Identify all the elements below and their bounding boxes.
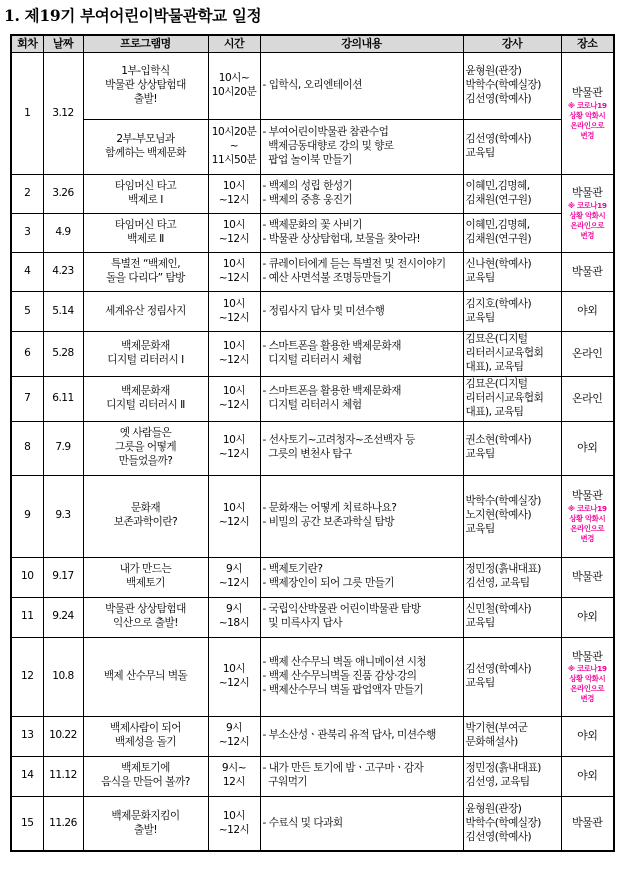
content-line: - 백제장인이 되어 그릇 만들기: [262, 577, 395, 590]
session-date: 6.11: [43, 376, 83, 421]
cell-line: 신나현(학예사): [465, 258, 532, 271]
session-time: [208, 214, 260, 253]
cell-line: 박기현(부여군: [465, 722, 528, 735]
session-number: 6: [11, 332, 43, 377]
session-number: 3: [11, 214, 43, 253]
table-row: [11, 253, 614, 292]
cell-line: 박학수(학예실장): [465, 495, 541, 508]
cell-line: ~12시: [218, 676, 250, 689]
venue: [561, 597, 614, 637]
session-date: 7.9: [43, 421, 83, 475]
session-time: [208, 175, 260, 214]
cell-line: 11시50분: [211, 153, 257, 166]
venue: [561, 421, 614, 475]
cell-line: 백제문화재: [121, 384, 170, 397]
cell-line: 백제 산수무늬 벽돌: [103, 669, 188, 682]
content-line: - 수료식 및 다과회: [262, 816, 343, 829]
session-date: 10.8: [43, 637, 83, 716]
cell-line: 10시: [222, 297, 246, 310]
table-row: [11, 53, 614, 120]
session-number: 7: [11, 376, 43, 421]
table-row: [11, 756, 614, 796]
cell-line: 돌을 다리다” 탐방: [106, 272, 185, 284]
content-line: - 백제토기란?: [262, 563, 323, 576]
content-line: 팝업 놀이북 만들기: [262, 153, 352, 166]
lecture-content: [260, 214, 463, 253]
session-date: 3.26: [43, 175, 83, 214]
session-date: 9.3: [43, 475, 83, 557]
cell-line: 보존과학이란?: [113, 516, 178, 529]
cell-line: 야외: [577, 729, 598, 743]
cell-line: 10시: [222, 339, 246, 352]
cell-line: 김선영(학예사): [465, 830, 532, 843]
content-line: - 부소산성ㆍ관북리 유적 답사, 미션수행: [262, 729, 436, 742]
session-number: 12: [11, 637, 43, 716]
cell-line: 김선영(학예사): [465, 133, 532, 146]
covid-notice: 상황 악화시: [569, 110, 606, 120]
cell-line: 정민정(흙내대표): [465, 563, 541, 576]
lecture-content: [260, 120, 463, 175]
covid-notice: ※ 코로나19: [567, 200, 607, 210]
instructor: [463, 796, 561, 851]
cell-line: ~12시: [218, 353, 250, 366]
schedule-table: [10, 34, 615, 852]
content-line: - 비밀의 공간 보존과학실 탐방: [262, 516, 395, 529]
instructor: [463, 332, 561, 377]
cell-line: 윤형원(관장): [465, 802, 522, 815]
cell-line: 김선영(학예사): [465, 662, 532, 675]
session-date: 11.26: [43, 796, 83, 851]
cell-line: 권소현(학예사): [465, 434, 532, 447]
cell-line: 10시20분: [211, 86, 257, 98]
cell-line: 박물관: [572, 86, 603, 100]
covid-notice: ※ 코로나19: [567, 100, 607, 110]
program-name: [83, 557, 208, 597]
content-line: 디지털 리터러시 체험: [262, 398, 362, 411]
cell-line: 10시20분: [211, 126, 257, 139]
cell-line: 출발!: [133, 823, 158, 836]
covid-notice: 상황 악화시: [569, 513, 606, 523]
program-name: [83, 332, 208, 377]
cell-line: ~: [229, 140, 239, 153]
cell-line: 박물관: [572, 570, 603, 584]
cell-line: 신민철(학예사): [465, 603, 532, 616]
cell-line: 김채원(연구원): [465, 233, 532, 245]
cell-line: ~12시: [218, 577, 250, 590]
venue: [561, 637, 614, 716]
cell-line: ~12시: [218, 194, 250, 206]
lecture-content: [260, 475, 463, 557]
session-time: [208, 557, 260, 597]
venue: [561, 716, 614, 756]
covid-notice: 변경: [580, 533, 594, 543]
table-row: [11, 120, 614, 175]
program-name: [83, 253, 208, 292]
cell-line: 10시: [222, 662, 246, 675]
cell-line: 이혜민,김명혜,: [465, 180, 530, 193]
covid-notice: 온라인으로: [570, 523, 605, 533]
cell-line: 내가 만드는: [119, 563, 172, 576]
cell-line: 박물관: [572, 264, 603, 278]
covid-notice: ※ 코로나19: [567, 503, 607, 513]
covid-notice: 변경: [580, 230, 594, 240]
cell-line: ~12시: [218, 311, 250, 324]
lecture-content: [260, 53, 463, 120]
program-name: [83, 796, 208, 851]
session-time: [208, 421, 260, 475]
cell-line: 백제로 Ⅰ: [128, 194, 163, 206]
session-number: 15: [11, 796, 43, 851]
content-line: - 내가 만든 토기에 밤ㆍ고구마ㆍ감자: [262, 762, 424, 775]
content-line: - 선사토기~고려청자~조선백자 등: [262, 434, 415, 447]
table-row: [11, 475, 614, 557]
content-line: 그릇의 변천사 탐구: [262, 448, 352, 461]
cell-line: 익산으로 출발!: [112, 617, 178, 630]
session-date: 9.24: [43, 597, 83, 637]
content-line: 디지털 리터러시 체험: [262, 353, 362, 366]
session-time: [208, 292, 260, 332]
venue: [561, 376, 614, 421]
cell-line: 백제문화지킴이: [111, 809, 180, 822]
session-number: 5: [11, 292, 43, 332]
table-row: [11, 292, 614, 332]
content-line: - 백제 산수무늬벽돌 진품 감상·강의: [262, 669, 417, 682]
content-line: - 예산 사면석불 조명등만들기: [262, 272, 392, 284]
program-name: [83, 716, 208, 756]
session-number: 4: [11, 253, 43, 292]
table-row: [11, 421, 614, 475]
cell-line: 박물관: [572, 186, 603, 200]
session-date: 10.22: [43, 716, 83, 756]
session-time: [208, 597, 260, 637]
session-time: [208, 376, 260, 421]
cell-line: 대표), 교육팀: [465, 360, 524, 373]
table-row: [11, 376, 614, 421]
cell-line: 백제토기: [126, 577, 165, 590]
cell-line: 9시~: [221, 762, 247, 775]
program-name: [83, 475, 208, 557]
table-row: [11, 557, 614, 597]
venue: [561, 53, 614, 175]
cell-line: 리터러시교육협회: [465, 346, 544, 359]
session-time: [208, 796, 260, 851]
venue: [561, 332, 614, 377]
program-name: [83, 421, 208, 475]
lecture-content: [260, 421, 463, 475]
content-line: - 국립익산박물관 어린이박물관 탐방: [262, 603, 421, 616]
session-number: 11: [11, 597, 43, 637]
covid-notice: 상황 악화시: [569, 674, 606, 684]
covid-notice: ※ 코로나19: [567, 664, 607, 674]
cell-line: 김지호(학예사): [465, 297, 532, 310]
content-line: - 입학식, 오리엔테이션: [262, 79, 363, 92]
cell-line: 박학수(학예실장): [465, 816, 541, 829]
content-line: - 백제의 중흥 웅진기: [262, 194, 353, 206]
cell-line: 대표), 교육팀: [465, 405, 524, 418]
session-number: 2: [11, 175, 43, 214]
cell-line: 10시: [222, 180, 246, 193]
cell-line: 10시: [222, 502, 246, 515]
header-no: 회차: [11, 35, 43, 53]
venue: [561, 175, 614, 253]
cell-line: 타임머신 타고: [114, 219, 177, 232]
program-name: [83, 214, 208, 253]
cell-line: 교육팀: [465, 448, 495, 461]
instructor: [463, 214, 561, 253]
cell-line: 김선영, 교육팀: [465, 577, 530, 590]
venue: [561, 756, 614, 796]
covid-notice: 온라인으로: [570, 220, 605, 230]
cell-line: 야외: [577, 769, 598, 783]
content-line: 백제금동대향로 강의 및 향로: [262, 140, 394, 153]
cell-line: 10시: [222, 434, 246, 447]
cell-line: 교육팀: [465, 311, 495, 324]
cell-line: ~12시: [218, 823, 250, 836]
instructor: [463, 475, 561, 557]
cell-line: 온라인: [572, 391, 603, 405]
instructor: [463, 421, 561, 475]
cell-line: 정민정(흙내대표): [465, 762, 541, 775]
content-line: - 백제산수무늬 벽돌 팝업액자 만들기: [262, 683, 424, 696]
program-name: [83, 53, 208, 120]
instructor: [463, 53, 561, 120]
cell-line: 야외: [577, 610, 598, 624]
header-place: 장소: [561, 35, 614, 53]
cell-line: 세계유산 정림사지: [105, 304, 186, 317]
covid-notice: 변경: [580, 130, 594, 140]
venue: [561, 475, 614, 557]
cell-line: 김묘은(디지털: [465, 333, 528, 345]
cell-line: 10시~: [218, 72, 250, 85]
program-name: [83, 376, 208, 421]
covid-notice: 변경: [580, 694, 594, 704]
cell-line: 문화재: [130, 502, 161, 515]
cell-line: 교육팀: [465, 272, 495, 284]
content-line: - 스마트폰을 활용한 백제문화재: [262, 339, 401, 352]
cell-line: 2부-부모님과: [116, 133, 175, 146]
content-line: - 문화재는 어떻게 치료하나요?: [262, 502, 397, 515]
header-row: [11, 35, 614, 53]
session-time: [208, 475, 260, 557]
cell-line: ~12시: [218, 398, 250, 411]
lecture-content: [260, 175, 463, 214]
cell-line: 음식을 만들어 볼까?: [101, 776, 190, 789]
session-number: 9: [11, 475, 43, 557]
lecture-content: [260, 716, 463, 756]
lecture-content: [260, 597, 463, 637]
content-line: - 스마트폰을 활용한 백제문화재: [262, 384, 401, 397]
cell-line: 함께하는 백제문화: [105, 147, 186, 159]
cell-line: 김선영(학예사): [465, 92, 532, 105]
cell-line: 야외: [577, 441, 598, 455]
cell-line: 백제성을 돌기: [114, 736, 177, 749]
table-row: [11, 597, 614, 637]
session-time: [208, 253, 260, 292]
content-line: - 부여어린이박물관 참관수업: [262, 126, 389, 139]
session-number: 10: [11, 557, 43, 597]
venue: [561, 557, 614, 597]
cell-line: 디지털 리터러시 Ⅰ: [107, 353, 184, 366]
session-date: 5.14: [43, 292, 83, 332]
instructor: [463, 756, 561, 796]
cell-line: 9시: [226, 603, 242, 616]
content-line: - 박물관 상상탐험대, 보물을 찾아라!: [262, 233, 421, 245]
instructor: [463, 716, 561, 756]
program-name: [83, 120, 208, 175]
lecture-content: [260, 796, 463, 851]
session-time: [208, 756, 260, 796]
session-date: 9.17: [43, 557, 83, 597]
content-line: 및 미륵사지 답사: [262, 617, 343, 630]
cell-line: 박물관: [572, 816, 603, 830]
cell-line: 박물관: [572, 649, 603, 663]
content-line: - 백제 산수무늬 벽돌 애니메이션 시청: [262, 655, 427, 668]
content-line: - 큐레이터에게 듣는 특별전 및 전시이야기: [262, 258, 446, 271]
content-line: - 백제문화의 꽃 사비기: [262, 219, 363, 232]
instructor: [463, 292, 561, 332]
program-name: [83, 637, 208, 716]
cell-line: ~12시: [218, 448, 250, 461]
cell-line: 백제사람이 되어: [109, 722, 181, 735]
cell-line: 출발!: [133, 92, 158, 105]
content-line: - 정림사지 답사 및 미션수행: [262, 304, 385, 317]
cell-line: 이혜민,김명혜,: [465, 219, 530, 232]
covid-notice: 상황 악화시: [569, 210, 606, 220]
cell-line: ~12시: [218, 516, 250, 529]
lecture-content: [260, 756, 463, 796]
lecture-content: [260, 637, 463, 716]
cell-line: 타임머신 타고: [114, 180, 177, 193]
instructor: [463, 175, 561, 214]
cell-line: 김묘은(디지털: [465, 377, 528, 390]
header-content: 강의내용: [260, 35, 463, 53]
venue: [561, 253, 614, 292]
instructor: [463, 557, 561, 597]
header-time: 시간: [208, 35, 260, 53]
lecture-content: [260, 332, 463, 377]
program-name: [83, 756, 208, 796]
table-row: [11, 637, 614, 716]
session-date: 5.28: [43, 332, 83, 377]
lecture-content: [260, 292, 463, 332]
cell-line: 10시: [222, 809, 246, 822]
cell-line: 리터러시교육협회: [465, 391, 544, 404]
program-name: [83, 597, 208, 637]
session-number: 1: [11, 53, 43, 175]
header-program: 프로그램명: [83, 35, 208, 53]
table-row: [11, 214, 614, 253]
cell-line: 노지현(학예사): [465, 509, 532, 522]
session-number: 14: [11, 756, 43, 796]
session-time: [208, 637, 260, 716]
program-name: [83, 175, 208, 214]
cell-line: 교육팀: [465, 523, 495, 536]
cell-line: 박물관 상상탐험대: [105, 603, 186, 616]
session-time: [208, 332, 260, 377]
session-time: [208, 120, 260, 175]
cell-line: ~12시: [218, 736, 250, 749]
program-name: [83, 292, 208, 332]
lecture-content: [260, 253, 463, 292]
instructor: [463, 253, 561, 292]
lecture-content: [260, 376, 463, 421]
header-date: 날짜: [43, 35, 83, 53]
instructor: [463, 120, 561, 175]
cell-line: 10시: [222, 258, 246, 271]
session-time: [208, 716, 260, 756]
cell-line: 12시: [222, 776, 246, 789]
session-date: 4.9: [43, 214, 83, 253]
cell-line: ~18시: [218, 617, 250, 630]
table-row: [11, 716, 614, 756]
venue: [561, 796, 614, 851]
session-date: 3.12: [43, 53, 83, 175]
cell-line: 김채원(연구원): [465, 194, 532, 206]
cell-line: 만들었을까?: [118, 455, 173, 468]
cell-line: 백제문화재: [121, 339, 170, 352]
table-row: [11, 175, 614, 214]
cell-line: 교육팀: [465, 676, 495, 689]
cell-line: 김선영, 교육팀: [465, 776, 530, 789]
session-number: 8: [11, 421, 43, 475]
cell-line: 윤형원(관장): [465, 65, 522, 78]
cell-line: 백제로 Ⅱ: [127, 233, 164, 245]
cell-line: 디지털 리터러시 Ⅱ: [106, 398, 185, 411]
lecture-content: [260, 557, 463, 597]
instructor: [463, 597, 561, 637]
cell-line: 문화해설사): [465, 736, 518, 749]
table-row: [11, 332, 614, 377]
session-number: 13: [11, 716, 43, 756]
cell-line: ~12시: [218, 233, 250, 245]
covid-notice: 온라인으로: [570, 120, 605, 130]
cell-line: 백제토기에: [121, 762, 170, 775]
cell-line: 교육팀: [465, 617, 495, 630]
session-date: 11.12: [43, 756, 83, 796]
session-time: [208, 53, 260, 120]
cell-line: 그릇을 어떻게: [114, 441, 177, 454]
header-teacher: 강사: [463, 35, 561, 53]
instructor: [463, 637, 561, 716]
content-line: 구워먹기: [262, 776, 308, 789]
cell-line: 특별전 “백제인,: [110, 258, 181, 271]
content-line: - 백제의 성립 한성기: [262, 180, 353, 193]
cell-line: 교육팀: [465, 147, 495, 159]
cell-line: 10시: [222, 219, 246, 232]
instructor: [463, 376, 561, 421]
cell-line: 야외: [577, 304, 598, 318]
cell-line: 온라인: [572, 346, 603, 360]
covid-notice: 온라인으로: [570, 684, 605, 694]
cell-line: 옛 사람들은: [119, 427, 172, 440]
cell-line: 9시: [226, 722, 242, 735]
session-date: 4.23: [43, 253, 83, 292]
cell-line: 1부-입학식: [121, 65, 170, 78]
cell-line: 9시: [226, 563, 242, 576]
cell-line: 박학수(학예실장): [465, 79, 541, 92]
cell-line: 박물관 상상탐험대: [105, 79, 186, 92]
cell-line: 박물관: [572, 489, 603, 503]
table-row: [11, 796, 614, 851]
venue: [561, 292, 614, 332]
cell-line: ~12시: [218, 272, 250, 284]
cell-line: 10시: [222, 384, 246, 397]
page-title: 1. 제19기 부여어린이박물관학교 일정: [4, 6, 262, 25]
